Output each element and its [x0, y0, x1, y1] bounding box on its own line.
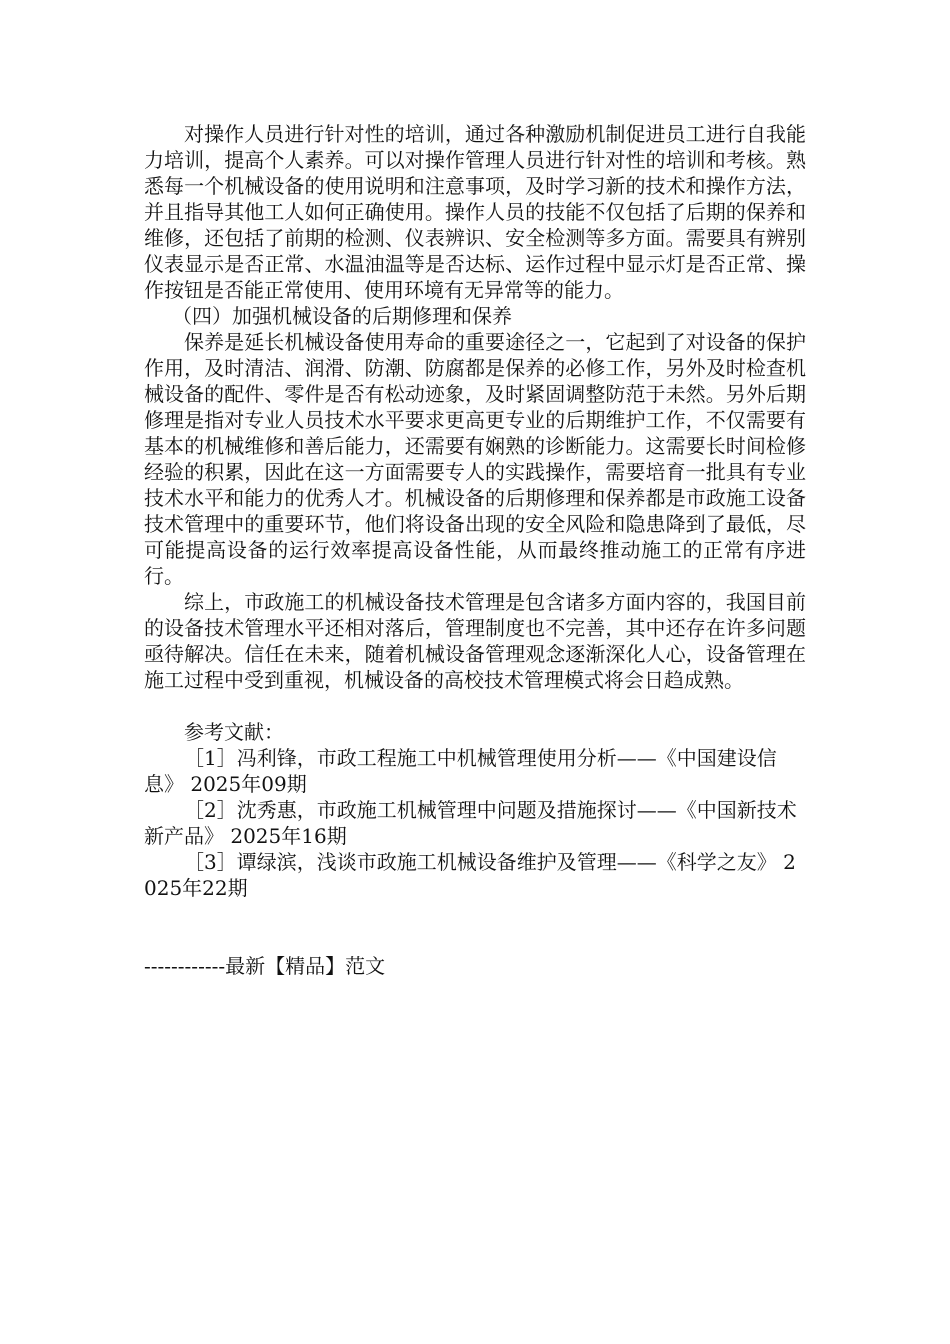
references-title: 参考文献：: [184, 720, 284, 744]
paragraph-conclusion: 综上，市政施工的机械设备技术管理是包含诸多方面内容的，我国目前的设备技术管理水平还相对落后，管理制度也不完善，其中还存在许多问题亟待解决。信任在未来，随着机械设备管理观念逐渐深化人心，设备管理在施工过程中受到重视，机械设备的高校技术管理模式将会日趋成熟。: [144, 590, 806, 692]
document-page: [144, 121, 806, 979]
section-heading-4: （四）加强机械设备的后期修理和保养: [172, 304, 512, 328]
paragraph-maintenance: 保养是延长机械设备使用寿命的重要途径之一，它起到了对设备的保护作用，及时清洁、润滑、防潮、防腐都是保养的必修工作，另外及时检查机械设备的配件、零件是否有松动迹象，及时紧固调整防范于未然。另外后期修理是指对专业人员技术水平要求更高更专业的后期维护工作，不仅需要有基本的机械维修和善后能力，还需要有娴熟的诊断能力。这需要长时间检修经验的积累，因此在这一方面需要专人的实践操作，需要培育一批具有专业技术水平和能力的优秀人才。机械设备的后期修理和保养都是市政施工设备技术管理中的重要环节，他们将设备出现的安全风险和隐患降到了最低，尽可能提高设备的运行效率提高设备性能，从而最终推动施工的正常有序进行。: [144, 330, 806, 588]
spacer: [144, 693, 806, 719]
reference-item-3: ［3］谭绿滨，浅谈市政施工机械设备维护及管理——《科学之友》 2025年22期: [144, 850, 796, 900]
footer-banner: ------------最新【精品】范文: [144, 954, 386, 978]
reference-item-2: ［2］沈秀惠，市政施工机械管理中问题及措施探讨——《中国新技术新产品》 2025年16期: [144, 798, 797, 848]
reference-item-1: ［1］冯利锋，市政工程施工中机械管理使用分析——《中国建设信息》 2025年09期: [144, 746, 777, 796]
paragraph-operator-training: 对操作人员进行针对性的培训，通过各种激励机制促进员工进行自我能力培训，提高个人素养。可以对操作管理人员进行针对性的培训和考核。熟悉每一个机械设备的使用说明和注意事项，及时学习新的技术和操作方法，并且指导其他工人如何正确使用。操作人员的技能不仅包括了后期的保养和维修，还包括了前期的检测、仪表辨识、安全检测等多方面。需要具有辨别仪表显示是否正常、水温油温等是否达标、运作过程中显示灯是否正常、操作按钮是否能正常使用、使用环境有无异常等的能力。: [144, 122, 806, 302]
